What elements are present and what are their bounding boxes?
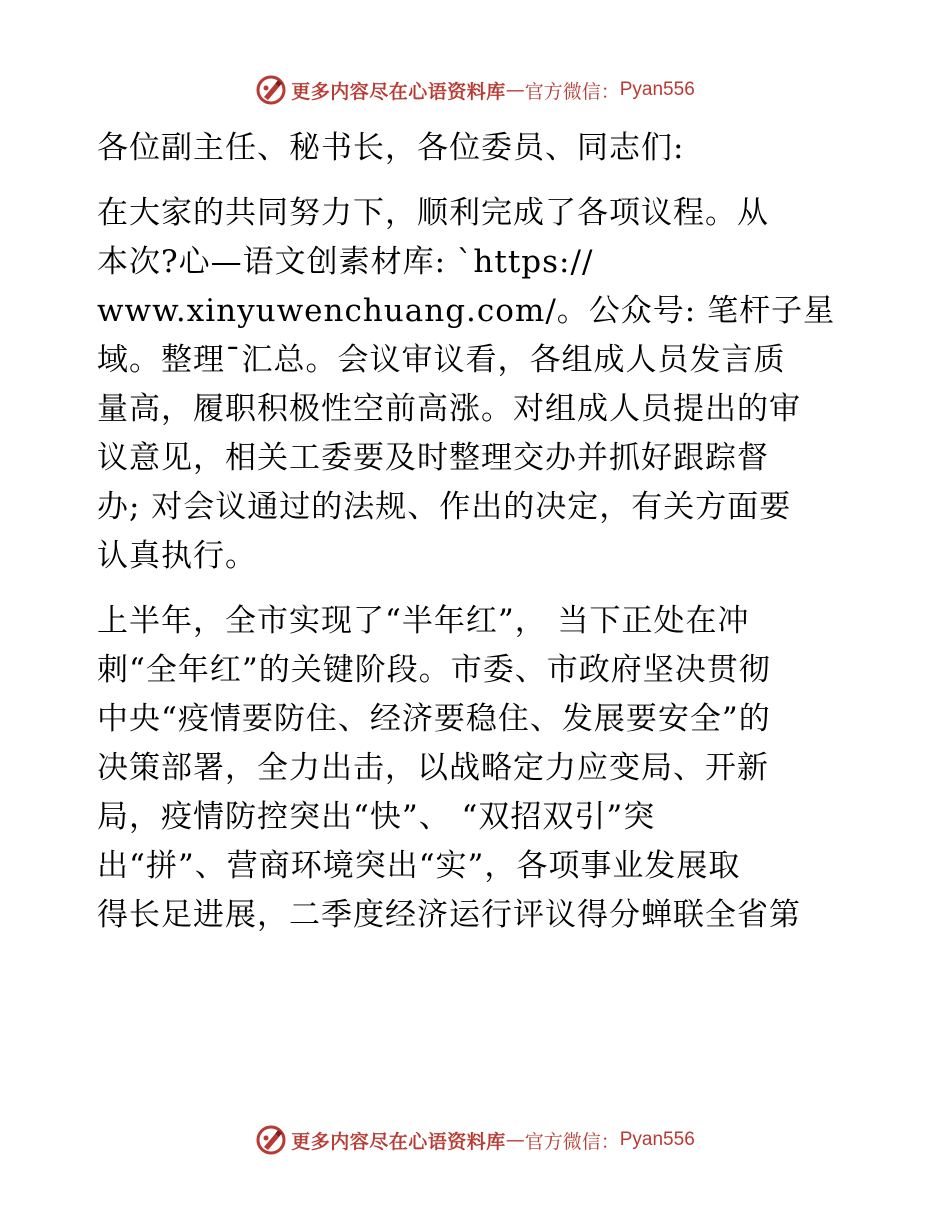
text-line: 认真执行。	[97, 538, 257, 574]
text-line: 局，疫情防控突出“快”、 “双招双引”突	[97, 799, 656, 835]
text-line: 决策部署，全力出击，以战略定力应变局、开新	[97, 750, 769, 786]
text-line: 域。整理¯汇总。会议审议看，各组成人员发言质	[97, 342, 786, 378]
document-body	[97, 124, 857, 940]
footer-banner	[0, 1120, 950, 1160]
paragraph-1	[97, 189, 857, 581]
text-line: 刺“全年红”的关键阶段。市委、市政府坚决贯彻	[97, 652, 771, 688]
text-line: 出“拼”、营商环境突出“实”，各项事业发展取	[97, 848, 741, 884]
banner-text: 更多内容尽在心语资料库	[291, 80, 506, 103]
text-line: www.xinyuwenchuang.com/。公众号: 笔杆子星	[97, 293, 836, 329]
text-line: 本次?心—语文创素材库: `https://	[97, 244, 594, 280]
text-line: 量高，履职积极性空前高涨。对组成人员提出的审	[97, 391, 801, 427]
text-line: 办; 对会议通过的法规、作出的决定，有关方面要	[97, 489, 792, 525]
text-line: 议意见，相关工委要及时整理交办并抓好跟踪督	[97, 440, 769, 476]
banner-wechat-id: Pyan556	[619, 1129, 695, 1150]
greeting-line: 各位副主任、秘书长，各位委员、同志们:	[97, 130, 685, 166]
banner-wechat-label: 官方微信：	[524, 1130, 620, 1153]
pen-logo-icon	[255, 74, 287, 106]
greeting-paragraph	[97, 124, 857, 173]
banner-separator: —	[505, 1129, 525, 1151]
text-line: 上半年，全市实现了“半年红”， 当下正处在冲	[97, 603, 750, 639]
paragraph-2	[97, 597, 857, 940]
text-line: 得长足进展，二季度经济运行评议得分蝉联全省第	[97, 897, 801, 933]
pen-logo-icon	[255, 1124, 287, 1156]
banner-separator: —	[505, 79, 525, 101]
text-line: 中央“疫情要防住、经济要稳住、发展要安全”的	[97, 701, 771, 737]
header-banner	[0, 70, 950, 110]
banner-text: 更多内容尽在心语资料库	[291, 1130, 506, 1153]
banner-wechat-id: Pyan556	[619, 79, 695, 100]
text-line: 在大家的共同努力下，顺利完成了各项议程。从	[97, 195, 769, 231]
banner-wechat-label: 官方微信：	[524, 80, 620, 103]
